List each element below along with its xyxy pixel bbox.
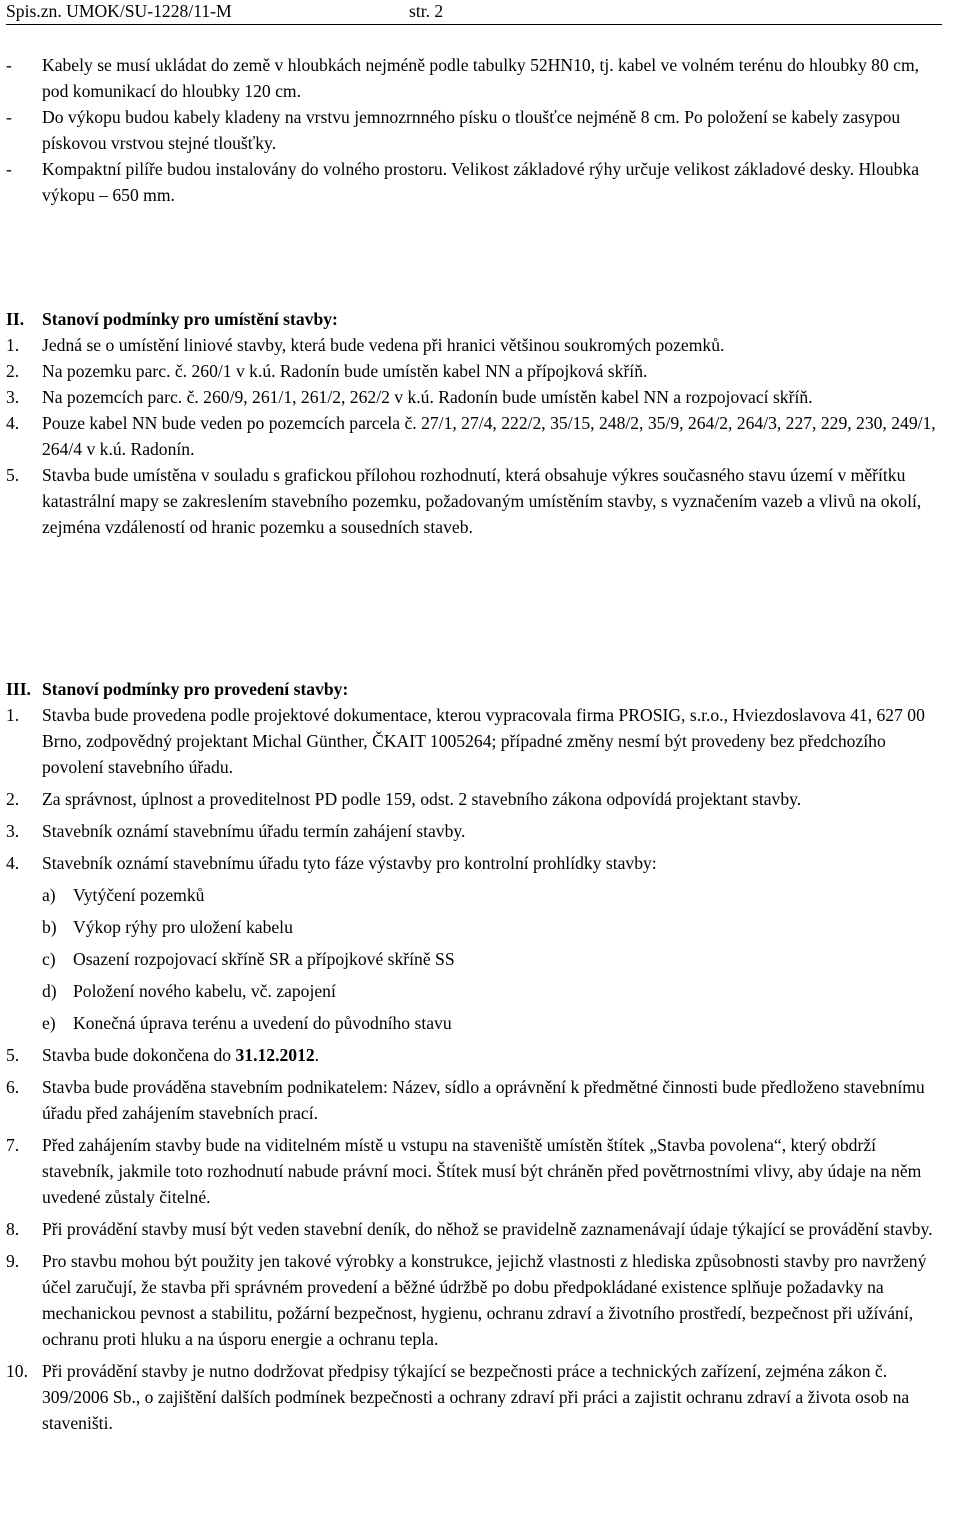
list-item — [6, 332, 946, 358]
list-item — [6, 818, 946, 844]
list-item-text: Stavba bude prováděna stavebním podnikatelem: Název, sídlo a oprávnění k předmětné činnosti bude předloženo stavebnímu úřadu před zahájením stavebních prací. — [42, 1077, 925, 1123]
list-item — [6, 358, 946, 384]
list-item — [6, 104, 946, 156]
page-number: str. 2 — [409, 1, 444, 21]
list-item — [6, 702, 946, 780]
phase-marker: b) — [42, 917, 57, 937]
section-ii — [6, 306, 946, 540]
list-item-text: Stavba bude dokončena do — [42, 1045, 236, 1065]
item-number: 5. — [6, 1045, 20, 1065]
item-number: 9. — [6, 1251, 20, 1271]
phase-item — [42, 914, 946, 946]
list-item: 5. Stavba bude dokončena do 31.12.2012. — [6, 1042, 946, 1068]
list-item-text: Do výkopu budou kabely kladeny na vrstvu jemnozrnného písku o tloušťce nejméně 8 cm. Po položení se kabely zasypou pískovou vrstvou stejné tloušťky. — [42, 107, 901, 153]
list-item — [6, 384, 946, 410]
phase-item — [42, 946, 946, 978]
section-title: Stanoví podmínky pro provedení stavby: — [42, 679, 349, 699]
item-number: 3. — [6, 387, 20, 407]
item-number: 5. — [6, 465, 20, 485]
list-item-text: Na pozemku parc. č. 260/1 v k.ú. Radonín bude umístěn kabel NN a přípojková skříň. — [42, 361, 648, 381]
list-item — [6, 1216, 946, 1242]
list-item — [6, 156, 946, 208]
phase-text: Výkop rýhy pro uložení kabelu — [73, 917, 293, 937]
item-number: 7. — [6, 1135, 20, 1155]
phase-item — [42, 882, 946, 914]
phase-item — [42, 978, 946, 1010]
section-number: II. — [6, 309, 25, 329]
item-number: 3. — [6, 821, 20, 841]
phase-item — [42, 1010, 946, 1042]
section-heading — [6, 676, 946, 702]
list-item — [6, 1132, 946, 1210]
list-item-text: Stavebník oznámí stavebnímu úřadu tyto fáze výstavby pro kontrolní prohlídky stavby: — [42, 853, 657, 873]
list-item-text: Stavebník oznámí stavebnímu úřadu termín zahájení stavby. — [42, 821, 466, 841]
bullet-marker: - — [6, 55, 12, 75]
list-item-text: Při provádění stavby je nutno dodržovat předpisy týkající se bezpečnosti práce a technických zařízení, zejména zákon č. 309/2006 Sb., o zajištění dalších podmínek bezpečnosti a ochrany zdraví při práci a zajistit ochranu zdraví a života osob na staveništi. — [42, 1361, 910, 1433]
list-item-text: Kabely se musí ukládat do země v hloubkách nejméně podle tabulky 52HN10, tj. kabel ve volném terénu do hloubky 80 cm, pod komunikací do hloubky 120 cm. — [42, 55, 920, 101]
list-item-text: Kompaktní pilíře budou instalovány do volného prostoru. Velikost základové rýhy určuje velikost základové desky. Hloubka výkopu – 650 mm. — [42, 159, 920, 205]
item-number: 4. — [6, 413, 20, 433]
phase-marker: e) — [42, 1013, 56, 1033]
list-item-text: Při provádění stavby musí být veden stavební deník, do něhož se pravidelně zaznamenávají údaje týkající se provádění stavby. — [42, 1219, 933, 1239]
list-item-text: Na pozemcích parc. č. 260/9, 261/1, 261/2, 262/2 v k.ú. Radonín bude umístěn kabel NN a rozpojovací skříň. — [42, 387, 813, 407]
list-item — [6, 1074, 946, 1126]
item-number: 1. — [6, 705, 20, 725]
bullet-marker: - — [6, 107, 12, 127]
section-heading — [6, 306, 946, 332]
list-item — [6, 52, 946, 104]
intro-list — [6, 52, 946, 208]
list-item — [6, 462, 946, 540]
phase-text: Položení nového kabelu, vč. zapojení — [73, 981, 336, 1001]
phase-text: Vytýčení pozemků — [73, 885, 205, 905]
completion-date: 31.12.2012 — [235, 1045, 315, 1065]
section-title: Stanoví podmínky pro umístění stavby: — [42, 309, 338, 329]
list-item — [6, 1358, 946, 1436]
header-rule — [6, 24, 942, 25]
list-item-text: Stavba bude umístěna v souladu s grafickou přílohou rozhodnutí, která obsahuje výkres současného stavu území v měřítku katastrální mapy se zakreslením stavebního pozemku, požadovaným umístěním stavby, s vyznačením vazeb a vlivů na okolí, zejména vzdáleností od hranic pozemku a sousedních staveb. — [42, 465, 922, 537]
page-header — [6, 0, 946, 24]
item-number: 1. — [6, 335, 20, 355]
phase-text: Osazení rozpojovací skříně SR a přípojkové skříně SS — [73, 949, 455, 969]
item-number: 2. — [6, 361, 20, 381]
item-number: 6. — [6, 1077, 20, 1097]
bullet-marker: - — [6, 159, 12, 179]
list-item-text: Před zahájením stavby bude na viditelném místě u vstupu na staveniště umístěn štítek „Stavba povolena“, který obdrží stavebník, jakmile toto rozhodnutí nabude právní moci. Štítek musí být chráněn před povětrnostními vlivy, aby údaje na něm uvedené zůstaly čitelné. — [42, 1135, 922, 1207]
list-item-text: Pouze kabel NN bude veden po pozemcích parcela č. 27/1, 27/4, 222/2, 35/15, 248/2, 35/9, 264/2, 264/3, 227, 229, 230, 249/1, 264/4 v k.ú. Radonín. — [42, 413, 936, 459]
phase-marker: a) — [42, 885, 56, 905]
list-item — [6, 786, 946, 812]
item-number: 4. — [6, 853, 20, 873]
item-number: 8. — [6, 1219, 20, 1239]
file-reference: Spis.zn. UMOK/SU-1228/11-M — [6, 1, 232, 21]
list-item — [6, 1248, 946, 1352]
section-iii — [6, 676, 946, 1436]
section-number: III. — [6, 679, 31, 699]
list-item-text: Stavba bude provedena podle projektové dokumentace, kterou vypracovala firma PROSIG, s.r.o., Hviezdoslavova 41, 627 00 Brno, zodpovědný projektant Michal Günther, ČKAIT 1005264; případné změny nesmí být provedeny bez předchozího povolení stavebního úřadu. — [42, 705, 925, 777]
list-item-text: Pro stavbu mohou být použity jen takové výrobky a konstrukce, jejichž vlastnosti z hlediska způsobnosti stavby pro navržený účel zaručují, že stavba při správném provedení a běžné údržbě po dobu předpokládané existence splňuje požadavky na mechanickou pevnost a stabilitu, požární bezpečnost, hygienu, ochranu zdraví a životního prostředí, bezpečnost při užívání, ochranu proti hluku a na úsporu energie a ochranu tepla. — [42, 1251, 927, 1349]
phase-marker: c) — [42, 949, 56, 969]
item-number: 2. — [6, 789, 20, 809]
list-item-text: Za správnost, úplnost a proveditelnost PD podle 159, odst. 2 stavebního zákona odpovídá projektant stavby. — [42, 789, 802, 809]
list-item-text: Jedná se o umístění liniové stavby, která bude vedena při hranici většinou soukromých pozemků. — [42, 335, 725, 355]
list-item — [6, 850, 946, 1042]
item-number: 10. — [6, 1361, 28, 1381]
phase-text: Konečná úprava terénu a uvedení do původního stavu — [73, 1013, 452, 1033]
phase-marker: d) — [42, 981, 57, 1001]
list-item — [6, 410, 946, 462]
